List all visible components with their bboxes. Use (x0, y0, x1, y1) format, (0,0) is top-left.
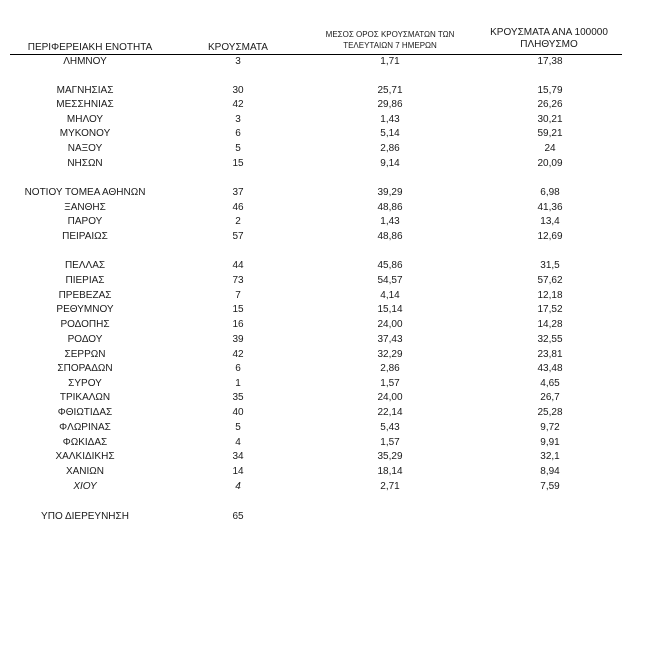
cell-region: ΠΙΕΡΙΑΣ (65, 275, 105, 286)
header-avg-line1: ΜΕΣΟΣ ΟΡΟΣ ΚΡΟΥΣΜΑΤΩΝ ΤΩΝ (325, 30, 455, 39)
cell-region: ΧΙΟΥ (73, 481, 97, 492)
table-row (0, 348, 658, 362)
table-row (0, 142, 658, 156)
table-row (0, 465, 658, 479)
table-row (0, 333, 658, 347)
cell-per100k: 14,28 (537, 319, 563, 330)
cell-region: ΦΛΩΡΙΝΑΣ (59, 422, 111, 433)
cell-cases: 5 (235, 422, 241, 433)
table-row (0, 362, 658, 376)
cell-cases: 15 (232, 304, 244, 315)
cell-per100k: 41,36 (537, 202, 563, 213)
cell-avg7: 18,14 (377, 466, 403, 477)
table-row (0, 98, 658, 112)
table-row (0, 406, 658, 420)
cell-avg7: 1,57 (380, 378, 400, 389)
table-row (0, 230, 658, 244)
cell-cases: 1 (235, 378, 241, 389)
cell-avg7: 54,57 (377, 275, 403, 286)
table-row (0, 510, 658, 524)
cell-cases: 57 (232, 231, 244, 242)
cell-per100k: 57,62 (537, 275, 563, 286)
cell-region: ΠΑΡΟΥ (67, 216, 103, 227)
cell-cases: 4 (235, 481, 241, 492)
header-cases: ΚΡΟΥΣΜΑΤΑ (208, 42, 268, 53)
cell-region: ΠΕΛΛΑΣ (64, 260, 106, 271)
cell-region: ΡΕΘΥΜΝΟΥ (56, 304, 114, 315)
cell-cases: 6 (235, 128, 241, 139)
cell-per100k: 17,52 (537, 304, 563, 315)
cell-cases: 42 (232, 349, 244, 360)
cell-cases: 2 (235, 216, 241, 227)
cell-per100k: 12,69 (537, 231, 563, 242)
cell-region: ΞΑΝΘΗΣ (64, 202, 106, 213)
cell-per100k: 7,59 (540, 481, 560, 492)
cell-per100k: 25,28 (537, 407, 563, 418)
cell-cases: 42 (232, 99, 244, 110)
table-row (0, 436, 658, 450)
cell-region: ΜΑΓΝΗΣΙΑΣ (56, 85, 114, 96)
cell-region: ΝΗΣΩΝ (67, 158, 103, 169)
cell-region: ΤΡΙΚΑΛΩΝ (59, 392, 111, 403)
cell-avg7: 24,00 (377, 319, 403, 330)
cell-per100k: 12,18 (537, 290, 563, 301)
cell-cases: 30 (232, 85, 244, 96)
cell-region: ΠΡΕΒΕΖΑΣ (58, 290, 112, 301)
cell-avg7: 1,57 (380, 437, 400, 448)
table-row (0, 289, 658, 303)
table-row (0, 480, 658, 494)
cell-per100k: 13,4 (540, 216, 560, 227)
cell-avg7: 15,14 (377, 304, 403, 315)
cell-avg7: 2,86 (380, 363, 400, 374)
cell-region: ΝΑΞΟΥ (67, 143, 103, 154)
cell-per100k: 9,72 (540, 422, 560, 433)
cell-avg7: 5,14 (380, 128, 400, 139)
cell-avg7: 32,29 (377, 349, 403, 360)
cell-region: ΜΗΛΟΥ (66, 114, 104, 125)
header-avg-line2: ΤΕΛΕΥΤΑΙΩΝ 7 ΗΜΕΡΩΝ (343, 41, 437, 50)
header-per100k-line1: ΚΡΟΥΣΜΑΤΑ ΑΝΑ 100000 (490, 27, 608, 38)
table-row (0, 450, 658, 464)
cell-region: ΦΩΚΙΔΑΣ (62, 437, 108, 448)
cell-cases: 65 (232, 511, 244, 522)
cell-region: ΧΑΝΙΩΝ (65, 466, 105, 477)
header-avg-7-days (316, 29, 464, 51)
cell-per100k: 23,81 (537, 349, 563, 360)
cell-avg7: 9,14 (380, 158, 400, 169)
cell-region: ΥΠΟ ΔΙΕΡΕΥΝΗΣΗ (41, 511, 129, 522)
cell-cases: 39 (232, 334, 244, 345)
cell-avg7: 45,86 (377, 260, 403, 271)
cell-per100k: 26,7 (540, 392, 560, 403)
table-row (0, 421, 658, 435)
header-per-100k (478, 27, 620, 51)
cell-per100k: 8,94 (540, 466, 560, 477)
cell-cases: 5 (235, 143, 241, 154)
header-region: ΠΕΡΙΦΕΡΕΙΑΚΗ ΕΝΟΤΗΤΑ (27, 42, 153, 53)
table-row (0, 303, 658, 317)
cell-region: ΡΟΔΟΠΗΣ (60, 319, 110, 330)
cell-avg7: 48,86 (377, 231, 403, 242)
cell-region: ΡΟΔΟΥ (67, 334, 103, 345)
cell-region: ΧΑΛΚΙΔΙΚΗΣ (55, 451, 115, 462)
cell-per100k: 32,55 (537, 334, 563, 345)
table-row (0, 186, 658, 200)
cell-cases: 7 (235, 290, 241, 301)
cell-cases: 34 (232, 451, 244, 462)
cell-cases: 37 (232, 187, 244, 198)
cell-cases: 14 (232, 466, 244, 477)
cell-per100k: 4,65 (540, 378, 560, 389)
cell-avg7: 29,86 (377, 99, 403, 110)
cell-region: ΝΟΤΙΟΥ ΤΟΜΕΑ ΑΘΗΝΩΝ (24, 187, 146, 198)
table-row (0, 377, 658, 391)
cell-cases: 16 (232, 319, 244, 330)
header-per100k-line2: ΠΛΗΘΥΣΜΟ (520, 39, 578, 50)
cell-region: ΜΕΣΣΗΝΙΑΣ (56, 99, 114, 110)
table-row (0, 113, 658, 127)
cell-per100k: 30,21 (537, 114, 563, 125)
table-row (0, 84, 658, 98)
cell-cases: 73 (232, 275, 244, 286)
cell-avg7: 37,43 (377, 334, 403, 345)
table-row (0, 201, 658, 215)
cell-cases: 4 (235, 437, 241, 448)
cell-region: ΣΠΟΡΑΔΩΝ (57, 363, 113, 374)
cell-avg7: 4,14 (380, 290, 400, 301)
cell-per100k: 59,21 (537, 128, 563, 139)
cell-region: ΣΕΡΡΩΝ (64, 349, 106, 360)
cell-avg7: 39,29 (377, 187, 403, 198)
table-row (0, 259, 658, 273)
cell-region: ΦΘΙΩΤΙΔΑΣ (57, 407, 113, 418)
cell-avg7: 5,43 (380, 422, 400, 433)
cell-region: ΠΕΙΡΑΙΩΣ (62, 231, 108, 242)
cell-per100k: 17,38 (537, 56, 563, 67)
cell-avg7: 35,29 (377, 451, 403, 462)
cell-cases: 35 (232, 392, 244, 403)
cell-avg7: 24,00 (377, 392, 403, 403)
cell-cases: 3 (235, 114, 241, 125)
cell-per100k: 9,91 (540, 437, 560, 448)
table-row (0, 157, 658, 171)
cell-region: ΣΥΡΟΥ (68, 378, 102, 389)
cell-region: ΜΥΚΟΝΟΥ (59, 128, 111, 139)
table-row (0, 55, 658, 69)
cell-avg7: 2,86 (380, 143, 400, 154)
cell-avg7: 1,43 (380, 114, 400, 125)
table-row (0, 127, 658, 141)
table-row (0, 274, 658, 288)
table-row (0, 391, 658, 405)
cell-cases: 40 (232, 407, 244, 418)
cell-cases: 3 (235, 56, 241, 67)
cell-cases: 46 (232, 202, 244, 213)
cell-cases: 6 (235, 363, 241, 374)
cell-avg7: 2,71 (380, 481, 400, 492)
cell-cases: 15 (232, 158, 244, 169)
cell-per100k: 24 (544, 143, 556, 154)
table-row (0, 215, 658, 229)
cell-region: ΛΗΜΝΟΥ (63, 56, 107, 67)
cell-per100k: 15,79 (537, 85, 563, 96)
cell-per100k: 32,1 (540, 451, 560, 462)
cell-avg7: 25,71 (377, 85, 403, 96)
cell-per100k: 26,26 (537, 99, 563, 110)
cell-avg7: 48,86 (377, 202, 403, 213)
cell-cases: 44 (232, 260, 244, 271)
cell-per100k: 6,98 (540, 187, 560, 198)
table-row (0, 318, 658, 332)
cell-avg7: 1,71 (380, 56, 400, 67)
cell-per100k: 43,48 (537, 363, 563, 374)
cell-per100k: 20,09 (537, 158, 563, 169)
cell-avg7: 22,14 (377, 407, 403, 418)
cell-per100k: 31,5 (540, 260, 560, 271)
cell-avg7: 1,43 (380, 216, 400, 227)
